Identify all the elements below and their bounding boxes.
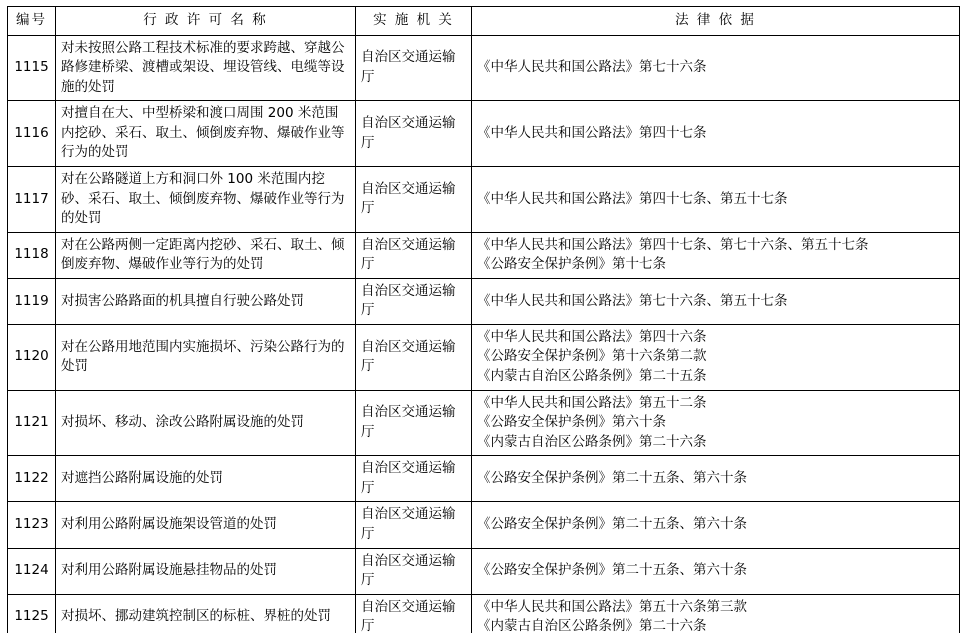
cell-legal-basis	[472, 324, 960, 390]
legal-basis-line: 《公路安全保护条例》第二十五条、第六十条	[477, 562, 747, 579]
table-row	[8, 101, 960, 167]
table-row	[8, 502, 960, 548]
table-row	[8, 456, 960, 502]
legal-basis-line: 《中华人民共和国公路法》第七十六条	[477, 59, 707, 76]
table-header	[8, 7, 960, 36]
legal-basis-line: 《中华人民共和国公路法》第五十六条第三款	[477, 598, 747, 615]
cell-permission-name: 对损害公路路面的机具擅自行驶公路处罚	[56, 278, 356, 324]
cell-permission-name: 对在公路隧道上方和洞口外 100 米范围内挖砂、采石、取土、倾倒废弃物、爆破作业等行为的处罚	[56, 166, 356, 232]
cell-permission-name: 对在公路两侧一定距离内挖砂、采石、取土、倾倒废弃物、爆破作业等行为的处罚	[56, 232, 356, 278]
legal-basis-line: 《公路安全保护条例》第二十五条、第六十条	[477, 470, 747, 487]
table-header-row	[8, 7, 960, 36]
table-row	[8, 278, 960, 324]
table-row	[8, 232, 960, 278]
cell-permission-name: 对未按照公路工程技术标准的要求跨越、穿越公路修建桥梁、渡槽或架设、埋设管线、电缆等设施的处罚	[56, 35, 356, 101]
table-body	[8, 35, 960, 633]
cell-legal-basis	[472, 390, 960, 456]
cell-id: 1124	[8, 548, 56, 594]
cell-implementing-agency: 自治区交通运输厅	[356, 101, 472, 167]
legal-basis-line: 《公路安全保护条例》第二十五条、第六十条	[477, 516, 747, 533]
cell-id: 1115	[8, 35, 56, 101]
cell-id: 1123	[8, 502, 56, 548]
legal-basis-line: 《公路安全保护条例》第十七条	[477, 256, 666, 273]
cell-id: 1118	[8, 232, 56, 278]
cell-implementing-agency: 自治区交通运输厅	[356, 35, 472, 101]
cell-legal-basis	[472, 232, 960, 278]
legal-basis-line: 《内蒙古自治区公路条例》第二十五条	[477, 368, 707, 384]
cell-id: 1116	[8, 101, 56, 167]
legal-basis-line: 《中华人民共和国公路法》第四十六条	[477, 328, 707, 345]
table-row	[8, 324, 960, 390]
cell-legal-basis	[472, 548, 960, 594]
cell-implementing-agency: 自治区交通运输厅	[356, 548, 472, 594]
table-row	[8, 548, 960, 594]
column-header-id: 编号	[8, 7, 56, 36]
cell-legal-basis	[472, 594, 960, 633]
cell-legal-basis	[472, 166, 960, 232]
table-row	[8, 166, 960, 232]
cell-legal-basis	[472, 456, 960, 502]
legal-basis-line: 《内蒙古自治区公路条例》第二十六条	[477, 618, 707, 633]
cell-implementing-agency: 自治区交通运输厅	[356, 232, 472, 278]
legal-basis-line: 《中华人民共和国公路法》第四十七条、第七十六条、第五十七条	[477, 236, 869, 253]
cell-permission-name: 对利用公路附属设施架设管道的处罚	[56, 502, 356, 548]
legal-basis-line: 《中华人民共和国公路法》第四十七条	[477, 124, 707, 141]
cell-id: 1125	[8, 594, 56, 633]
cell-implementing-agency: 自治区交通运输厅	[356, 594, 472, 633]
cell-implementing-agency: 自治区交通运输厅	[356, 502, 472, 548]
legal-basis-line: 《中华人民共和国公路法》第五十二条	[477, 394, 707, 411]
legal-basis-line: 《内蒙古自治区公路条例》第二十六条	[477, 433, 707, 450]
table-row	[8, 390, 960, 456]
cell-permission-name: 对在公路用地范围内实施损坏、污染公路行为的处罚	[56, 324, 356, 390]
column-header-law: 法 律 依 据	[472, 7, 960, 36]
cell-permission-name: 对损坏、移动、涂改公路附属设施的处罚	[56, 390, 356, 456]
cell-permission-name: 对擅自在大、中型桥梁和渡口周围 200 米范围内挖砂、采石、取土、倾倒废弃物、爆破作业等行为的处罚	[56, 101, 356, 167]
cell-id: 1122	[8, 456, 56, 502]
cell-legal-basis	[472, 502, 960, 548]
cell-id: 1121	[8, 390, 56, 456]
cell-implementing-agency: 自治区交通运输厅	[356, 390, 472, 456]
cell-legal-basis	[472, 278, 960, 324]
cell-implementing-agency: 自治区交通运输厅	[356, 166, 472, 232]
legal-basis-line: 《中华人民共和国公路法》第四十七条、第五十七条	[477, 190, 788, 207]
cell-permission-name: 对损坏、挪动建筑控制区的标桩、界桩的处罚	[56, 594, 356, 633]
table-row	[8, 35, 960, 101]
column-header-name: 行 政 许 可 名 称	[56, 7, 356, 36]
cell-legal-basis	[472, 101, 960, 167]
legal-basis-line: 《公路安全保护条例》第六十条	[477, 414, 666, 431]
legal-basis-line: 《中华人民共和国公路法》第七十六条、第五十七条	[477, 292, 788, 309]
cell-id: 1120	[8, 324, 56, 390]
cell-implementing-agency: 自治区交通运输厅	[356, 456, 472, 502]
administrative-permission-table	[7, 6, 960, 633]
cell-id: 1119	[8, 278, 56, 324]
column-header-org: 实 施 机 关	[356, 7, 472, 36]
cell-permission-name: 对利用公路附属设施悬挂物品的处罚	[56, 548, 356, 594]
table-row	[8, 594, 960, 633]
cell-legal-basis	[472, 35, 960, 101]
legal-basis-line: 《公路安全保护条例》第十六条第二款	[477, 348, 707, 365]
cell-implementing-agency: 自治区交通运输厅	[356, 278, 472, 324]
cell-id: 1117	[8, 166, 56, 232]
cell-implementing-agency: 自治区交通运输厅	[356, 324, 472, 390]
cell-permission-name: 对遮挡公路附属设施的处罚	[56, 456, 356, 502]
